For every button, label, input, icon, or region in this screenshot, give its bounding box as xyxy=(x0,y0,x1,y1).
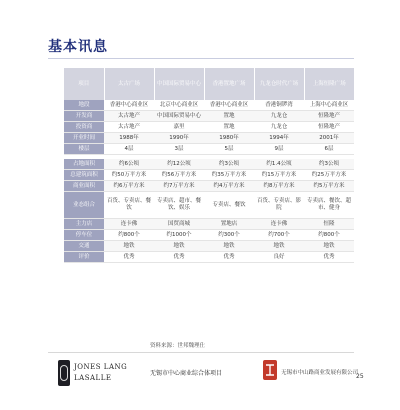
table-cell: 约800个 xyxy=(104,230,154,241)
table-row xyxy=(64,133,354,144)
row-label: 商业面积 xyxy=(64,181,104,192)
table-cell: 5层 xyxy=(204,144,254,155)
table-row xyxy=(64,230,354,241)
page-title: 基本讯息 xyxy=(48,39,108,55)
table-cell: 优秀 xyxy=(104,252,154,263)
row-label: 总建筑面积 xyxy=(64,170,104,181)
table-row xyxy=(64,192,354,219)
table-cell: 约700个 xyxy=(254,230,304,241)
table-cell: 地铁 xyxy=(154,241,204,252)
table-cell: 中国国际贸易中心 xyxy=(154,111,204,122)
jll-logo-text xyxy=(74,362,127,384)
table-cell: 地铁 xyxy=(254,241,304,252)
table-cell: 约6万平方米 xyxy=(104,181,154,192)
jll-logo-line1: JONES LANG xyxy=(74,363,128,371)
table-row xyxy=(64,170,354,181)
table-header-cell: 中国国际贸易中心 xyxy=(154,68,204,100)
table-row xyxy=(64,122,354,133)
table-cell: 约25万平方米 xyxy=(304,170,354,181)
row-label: 业态组合 xyxy=(64,192,104,219)
table-cell: 连卡佛 xyxy=(254,219,304,230)
table-cell: 优秀 xyxy=(304,252,354,263)
table-cell: 4层 xyxy=(104,144,154,155)
row-label: 占地面积 xyxy=(64,159,104,170)
footer-divider xyxy=(48,352,354,353)
table-cell: 9层 xyxy=(254,144,304,155)
table-cell: 地铁 xyxy=(104,241,154,252)
table-cell: 太古地产 xyxy=(104,111,154,122)
table-cell: 约15万平方米 xyxy=(254,170,304,181)
table-cell: 1994年 xyxy=(254,133,304,144)
table-cell: 6层 xyxy=(304,144,354,155)
row-label: 停车位 xyxy=(64,230,104,241)
table-cell: 置地店 xyxy=(204,219,254,230)
table-row xyxy=(64,181,354,192)
table-cell: 专卖店、超市、餐饮、娱乐 xyxy=(154,192,204,219)
row-label: 主力店 xyxy=(64,219,104,230)
table-cell: 约3公顷 xyxy=(304,159,354,170)
table-cell: 约300个 xyxy=(204,230,254,241)
table-cell: 专卖店、餐饮 xyxy=(204,192,254,219)
table-cell: 1980年 xyxy=(204,133,254,144)
table-cell: 地铁 xyxy=(304,241,354,252)
row-label: 开发商 xyxy=(64,111,104,122)
table-cell: 约50万平方米 xyxy=(104,170,154,181)
table-cell: 百货、专卖店、影院 xyxy=(254,192,304,219)
table-cell: 太古地产 xyxy=(104,122,154,133)
client-name: 无锡市中山路商业发展有限公司 xyxy=(281,370,359,376)
table-cell: 3层 xyxy=(154,144,204,155)
table-cell: 恒隆 xyxy=(304,219,354,230)
table-cell: 约1.4公顷 xyxy=(254,159,304,170)
table-cell: 香港中心商业区 xyxy=(204,100,254,111)
table-cell: 约4万平方米 xyxy=(204,181,254,192)
table-cell: 1988年 xyxy=(104,133,154,144)
table-cell: 约1000个 xyxy=(154,230,204,241)
row-label: 开业时间 xyxy=(64,133,104,144)
table-header-cell: 太古广场 xyxy=(104,68,154,100)
table-cell: 优秀 xyxy=(154,252,204,263)
table-row xyxy=(64,252,354,263)
table-header-cell: 九龙仓时代广场 xyxy=(254,68,304,100)
table-cell: 置地 xyxy=(204,122,254,133)
table-cell: 置地 xyxy=(204,111,254,122)
table-header-cell: 上海恒隆广场 xyxy=(304,68,354,100)
jll-logo-icon xyxy=(58,360,70,386)
table-row xyxy=(64,219,354,230)
table-cell: 北京中心商业区 xyxy=(154,100,204,111)
table-cell: 恒隆地产 xyxy=(304,122,354,133)
client-logo-icon xyxy=(262,359,278,381)
table-cell: 嘉里 xyxy=(154,122,204,133)
table-cell: 香港铜锣湾 xyxy=(254,100,304,111)
page-number: 25 xyxy=(356,373,364,380)
table-row xyxy=(64,159,354,170)
table-cell: 九龙仓 xyxy=(254,122,304,133)
table-cell: 良好 xyxy=(254,252,304,263)
table-cell: 约800个 xyxy=(304,230,354,241)
table-cell: 约56万平方米 xyxy=(154,170,204,181)
table-cell: 约6公顷 xyxy=(104,159,154,170)
table-cell: 香港中心商业区 xyxy=(104,100,154,111)
table-cell: 1990年 xyxy=(154,133,204,144)
table-cell: 约5万平方米 xyxy=(304,181,354,192)
table-row xyxy=(64,144,354,155)
table-header-cell: 香港置地广场 xyxy=(204,68,254,100)
table-cell: 2001年 xyxy=(304,133,354,144)
table-cell: 约8万平方米 xyxy=(254,181,304,192)
table-row xyxy=(64,241,354,252)
table-cell: 约35万平方米 xyxy=(204,170,254,181)
table-cell: 上海中心商业区 xyxy=(304,100,354,111)
row-label: 交通 xyxy=(64,241,104,252)
source-note: 资料来源：世邦魏理仕 xyxy=(150,343,206,349)
row-label: 评价 xyxy=(64,252,104,263)
jll-logo-line2: LASALLE xyxy=(74,374,112,382)
table-cell: 九龙仓 xyxy=(254,111,304,122)
table-cell: 百货、专卖店、餐饮 xyxy=(104,192,154,219)
row-label: 楼层 xyxy=(64,144,104,155)
table-cell: 约7万平方米 xyxy=(154,181,204,192)
table-cell: 连卡佛 xyxy=(104,219,154,230)
table-cell: 国贸商城 xyxy=(154,219,204,230)
jll-logo-ring xyxy=(60,365,68,381)
table-row xyxy=(64,111,354,122)
table-cell: 恒隆地产 xyxy=(304,111,354,122)
row-label: 地段 xyxy=(64,100,104,111)
table-row xyxy=(64,100,354,111)
table-header-cell: 项目 xyxy=(64,68,104,100)
project-name: 无锡市中心商业综合体项目 xyxy=(150,370,223,377)
title-divider xyxy=(48,58,354,59)
table-cell: 约12公顷 xyxy=(154,159,204,170)
table-cell: 约3公顷 xyxy=(204,159,254,170)
info-table xyxy=(64,68,354,263)
table-cell: 优秀 xyxy=(204,252,254,263)
table-header-row xyxy=(64,68,354,100)
row-label: 投资商 xyxy=(64,122,104,133)
table-cell: 专卖店、餐饮、超市、健身 xyxy=(304,192,354,219)
table-cell: 地铁 xyxy=(204,241,254,252)
